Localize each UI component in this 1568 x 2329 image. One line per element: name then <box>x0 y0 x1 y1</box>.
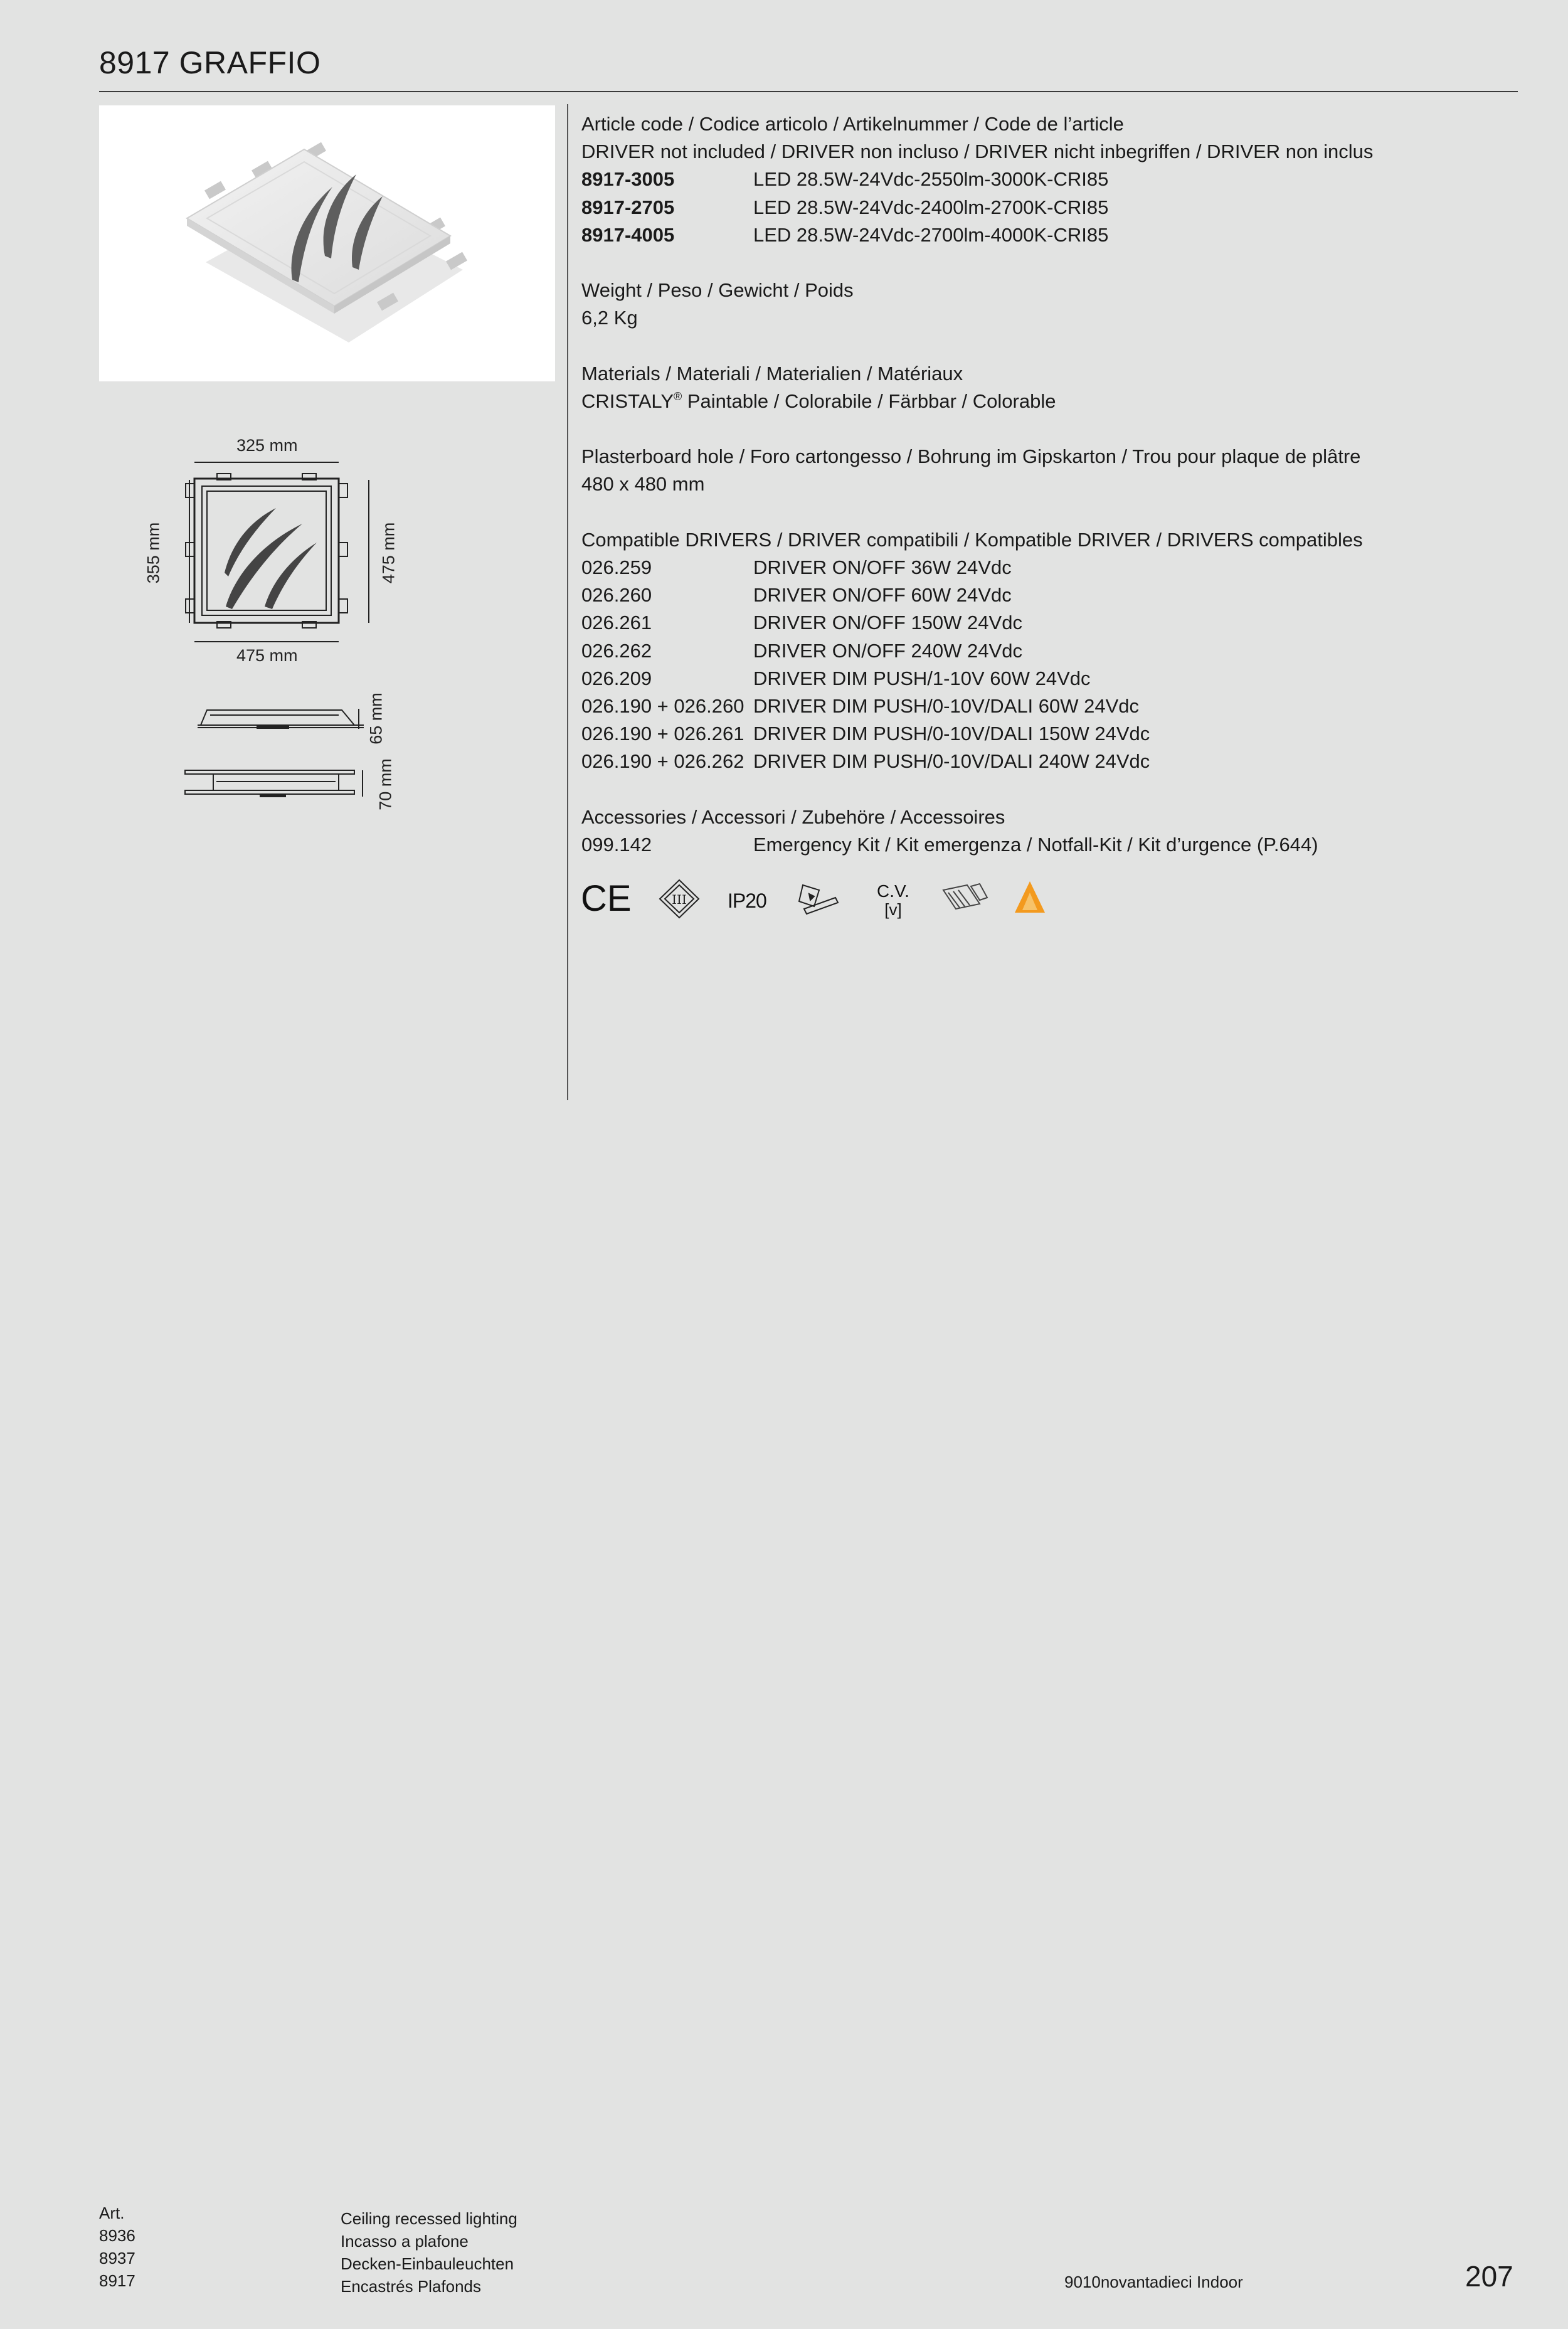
accessory-code: 099.142 <box>581 833 652 856</box>
front-technical-drawing <box>144 455 389 649</box>
article-desc: LED 28.5W-24Vdc-2700lm-4000K-CRI85 <box>753 223 1109 246</box>
hole-value: 480 x 480 mm <box>581 473 705 496</box>
hole-heading: Plasterboard hole / Foro cartongesso / Bohrung im Gipskarton / Trou pour plaque de plâtre <box>581 445 1361 468</box>
footer-articles <box>99 2202 135 2292</box>
page-title: 8917 GRAFFIO <box>99 45 321 80</box>
driver-row <box>581 637 1510 665</box>
driver-code: 026.259 <box>581 556 652 578</box>
driver-row <box>581 692 1510 720</box>
article-code: 8917-2705 <box>581 196 675 218</box>
driver-row <box>581 748 1510 775</box>
driver-row <box>581 609 1510 637</box>
column-divider <box>567 104 568 1100</box>
driver-code: 026.190 + 026.262 <box>581 750 744 773</box>
driver-code: 026.190 + 026.261 <box>581 723 744 745</box>
article-desc: LED 28.5W-24Vdc-2550lm-3000K-CRI85 <box>753 168 1109 191</box>
cristaly-icon <box>1015 881 1045 913</box>
spec-block <box>581 110 1510 859</box>
ce-mark-text: CE <box>581 878 632 919</box>
article-code: 8917-3005 <box>581 168 675 191</box>
driver-row <box>581 720 1510 748</box>
weight-heading: Weight / Peso / Gewicht / Poids <box>581 279 854 302</box>
driver-desc: DRIVER DIM PUSH/0-10V/DALI 60W 24Vdc <box>753 694 1140 717</box>
paintable-icon <box>799 885 838 914</box>
category-line: Encastrés Plafonds <box>341 2277 482 2296</box>
accessory-desc: Emergency Kit / Kit emergenza / Notfall-Kit / Kit d’urgence (P.644) <box>753 833 1318 856</box>
cv-bottom-text: [v] <box>884 900 902 919</box>
art-number: 8936 <box>99 2226 135 2245</box>
materials-brand: CRISTALY <box>581 390 674 412</box>
footer-category <box>341 2207 517 2298</box>
profile-technical-drawing <box>182 696 370 815</box>
art-number: 8937 <box>99 2249 135 2268</box>
materials-heading: Materials / Materiali / Materialien / Matériaux <box>581 362 963 385</box>
accessories-heading: Accessories / Accessori / Zubehöre / Accessoires <box>581 805 1005 828</box>
category-line: Decken-Einbauleuchten <box>341 2254 514 2273</box>
product-photo <box>99 105 555 381</box>
driver-note: DRIVER not included / DRIVER non incluso / DRIVER nicht inbegriffen / DRIVER non inclus <box>581 141 1374 163</box>
plasterboard-icon <box>943 884 987 909</box>
article-heading: Article code / Codice articolo / Artikelnummer / Code de l’article <box>581 113 1124 135</box>
class-iii-text: III <box>672 892 687 907</box>
driver-code: 026.261 <box>581 612 652 634</box>
driver-desc: DRIVER ON/OFF 240W 24Vdc <box>753 639 1022 662</box>
registered-mark: ® <box>674 390 682 403</box>
driver-code: 026.209 <box>581 667 652 689</box>
driver-row <box>581 581 1510 609</box>
driver-row <box>581 665 1510 692</box>
article-row <box>581 221 1510 249</box>
driver-code: 026.190 + 026.260 <box>581 694 744 717</box>
title-divider <box>99 91 1518 92</box>
driver-row <box>581 554 1510 581</box>
materials-value: Paintable / Colorabile / Färbbar / Colorable <box>682 390 1056 412</box>
dimension-bottom-width: 475 mm <box>236 646 298 665</box>
ip20-text: IP20 <box>728 889 766 912</box>
dimension-profile-1: 65 mm <box>366 692 386 745</box>
article-row <box>581 194 1510 221</box>
class-iii-icon <box>660 880 699 918</box>
footer-brand: 9010novantadieci Indoor <box>1064 2273 1243 2291</box>
dimension-right-height: 475 mm <box>379 522 398 584</box>
category-line: Incasso a plafone <box>341 2232 469 2251</box>
constant-voltage-icon <box>877 881 909 919</box>
plaster-panel-image <box>99 105 555 381</box>
driver-desc: DRIVER ON/OFF 60W 24Vdc <box>753 584 1012 607</box>
article-code: 8917-4005 <box>581 223 675 246</box>
driver-desc: DRIVER DIM PUSH/0-10V/DALI 240W 24Vdc <box>753 750 1150 773</box>
drivers-heading: Compatible DRIVERS / DRIVER compatibili / Kompatible DRIVER / DRIVERS compatibles <box>581 528 1363 551</box>
driver-code: 026.260 <box>581 584 652 607</box>
cv-top-text: C.V. <box>877 881 909 901</box>
driver-desc: DRIVER ON/OFF 36W 24Vdc <box>753 556 1012 578</box>
ce-mark-icon <box>581 878 632 919</box>
art-label: Art. <box>99 2204 125 2222</box>
weight-value: 6,2 Kg <box>581 307 638 329</box>
dimension-top-width: 325 mm <box>236 436 298 455</box>
certification-icons <box>578 875 1067 922</box>
accessory-row <box>581 831 1510 859</box>
article-desc: LED 28.5W-24Vdc-2400lm-2700K-CRI85 <box>753 196 1109 218</box>
driver-desc: DRIVER DIM PUSH/1-10V 60W 24Vdc <box>753 667 1091 689</box>
driver-desc: DRIVER ON/OFF 150W 24Vdc <box>753 612 1022 634</box>
article-row <box>581 166 1510 193</box>
driver-desc: DRIVER DIM PUSH/0-10V/DALI 150W 24Vdc <box>753 723 1150 745</box>
ip20-icon <box>728 889 766 912</box>
dimension-profile-2: 70 mm <box>376 758 395 810</box>
dimension-left-height: 355 mm <box>144 522 163 584</box>
category-line: Ceiling recessed lighting <box>341 2209 517 2228</box>
materials-value-row <box>581 388 1510 415</box>
driver-code: 026.262 <box>581 639 652 662</box>
page-number: 207 <box>1465 2260 1513 2293</box>
art-number: 8917 <box>99 2271 135 2290</box>
